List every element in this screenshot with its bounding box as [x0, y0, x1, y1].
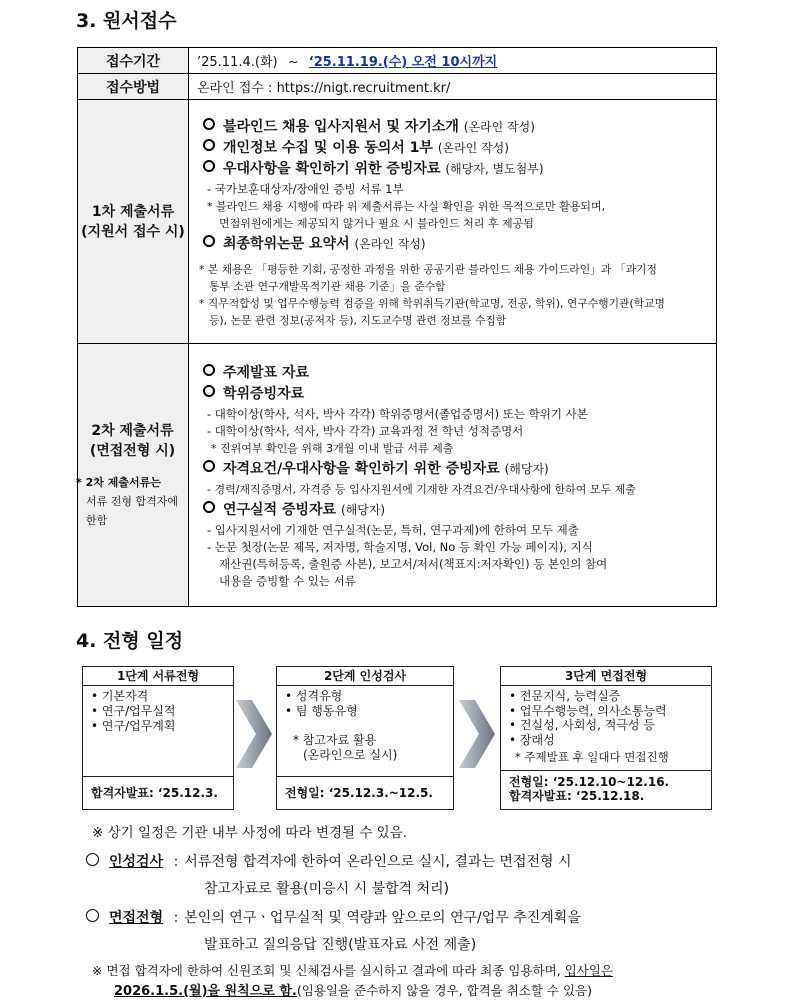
- stage-1-item: • 기본자격: [91, 689, 149, 703]
- arrow-right-icon: [236, 700, 274, 768]
- interview-paragraph: 면접전형 : 본인의 연구ㆍ업무실적 및 역량과 앞으로의 연구/업무 추진계획을 발표하고 질의응답 진행(발표자료 사전 제출): [86, 905, 726, 959]
- first-item-3-dash: - 국가보훈대상자/장애인 증빙 서류 1부: [207, 181, 404, 196]
- first-note-2b: 등), 논문 관련 정보(공저자 등), 지도교수명 관련 정보를 수집함: [209, 313, 507, 327]
- first-item-4: 최종학위논문 요약서 (온라인 작성): [203, 235, 710, 253]
- second-docs-label-1: 2차 제출서류: [91, 422, 174, 439]
- method-label: 접수방법: [78, 74, 189, 100]
- stage-3-box: [500, 666, 712, 810]
- second-item-3: 자격요건/우대사항을 확인하기 위한 증빙자료 (해당자): [203, 460, 710, 478]
- circle-bullet-icon: [203, 139, 215, 151]
- second-docs-label-2: (면접전형 시): [89, 442, 176, 459]
- second-item-4-dash-2b: 재산권(특허등록, 출원증 사본), 보고서/저서(책표지:저자확인) 등 본인의 참여: [219, 556, 608, 571]
- period-tilde: ~: [287, 55, 299, 70]
- stage-2-item: • 팀 행동유형: [285, 704, 358, 718]
- period-label: 접수기간: [78, 48, 189, 74]
- section-3-title: 3. 원서접수: [76, 10, 177, 32]
- second-item-2: 학위증빙자료: [203, 385, 710, 403]
- stage-2-title: 2단계 인성검사: [277, 667, 453, 686]
- first-note-1a: * 본 채용은 「평등한 기회, 공정한 과정을 위한 공공기관 블라인드 채용 가이드라인」과 「과기정: [199, 262, 657, 276]
- second-item-2-dash-2: - 대학이상(학사, 석사, 박사 각각) 교육과정 전 학년 성적증명서: [207, 423, 524, 438]
- stage-1-title: 1단계 서류전형: [83, 667, 233, 686]
- second-docs-cell: [189, 344, 717, 607]
- first-docs-label-2: (지원서 접수 시): [81, 223, 185, 240]
- second-item-1: 주제발표 자료: [203, 364, 710, 382]
- first-item-3: 우대사항을 확인하기 위한 증빙자료 (해당자, 별도첨부): [203, 160, 710, 178]
- second-item-4-dash-1: - 입사지원서에 기재한 연구실적(논문, 특허, 연구과제)에 한하여 모두 제출: [207, 522, 579, 537]
- circle-bullet-icon: [203, 460, 215, 472]
- first-docs-cell: [189, 100, 717, 344]
- circle-bullet-icon: [203, 501, 215, 513]
- stage-2-box: [276, 666, 454, 810]
- stage-3-title: 3단계 면접전형: [501, 667, 711, 686]
- stage-1-item: • 연구/업무계획: [91, 719, 176, 733]
- stage-1-footer: 합격자발표: ‘25.12.3.: [83, 776, 233, 809]
- stage-3-item: • 건실성, 사회성, 적극성 등: [509, 718, 655, 732]
- arrow-right-icon: [459, 700, 497, 768]
- second-item-4-dash-2c: 내용을 증빙할 수 있는 서류: [219, 573, 356, 588]
- first-note-2a: * 직무적합성 및 업무수행능력 검증을 위해 학위취득기관(학교명, 전공, 학위), 연구수행기관(학교명: [199, 296, 665, 310]
- stage-3-item: • 전문지식, 능력실증: [509, 689, 621, 703]
- stage-3-footer-1: 전형일: ‘25.12.10~12.16.: [509, 775, 670, 789]
- stage-3-item: • 장래성: [509, 732, 555, 747]
- second-item-4: 연구실적 증빙자료 (해당자): [203, 501, 710, 519]
- first-item-3-note-1: * 블라인드 채용 시행에 따라 위 제출서류는 사실 확인을 위한 목적으로만 활용되며,: [207, 199, 606, 213]
- circle-bullet-icon: [203, 364, 215, 376]
- final-note: ※ 면접 합격자에 한하여 신원조회 및 신체검사를 실시하고 결과에 따라 최종 임용하며, 입사일은 2026.1.5.(월)을 원칙으로 함.(임용일을 준수하지 않을 경우, 합격을 취소할 수 있음): [92, 963, 614, 999]
- stage-2-note-1: * 참고자료 활용: [293, 733, 377, 747]
- stage-3-note: * 주제발표 후 일대다 면접진행: [515, 750, 669, 764]
- stage-2-item: • 성격유형: [285, 689, 343, 703]
- second-docs-note-1: * 2차 제출서류는: [76, 475, 161, 489]
- stage-2-note-2: (온라인으로 실시): [303, 748, 398, 762]
- circle-bullet-icon: [203, 235, 215, 247]
- second-item-3-dash: - 경력/재직증명서, 자격증 등 입사지원서에 기재한 자격요건/우대사항에 한하여 모두 제출: [207, 482, 636, 496]
- application-table: [77, 47, 717, 607]
- method-value: 온라인 접수 : https://nigt.recruitment.kr/: [189, 74, 717, 100]
- circle-bullet-icon: [203, 118, 215, 130]
- stage-1-box: [82, 666, 234, 810]
- stage-2-footer: 전형일: ‘25.12.3.~12.5.: [277, 776, 453, 809]
- circle-icon: [86, 909, 99, 922]
- second-docs-note-2: 서류 전형 합격자에: [86, 494, 179, 508]
- second-item-4-dash-2a: - 논문 첫장(논문 제목, 저자명, 학술지명, Vol, No 등 확인 가능 페이지), 지식: [207, 539, 593, 554]
- stage-3-item: • 업무수행능력, 의사소통능력: [509, 703, 667, 718]
- stage-3-footer-2: 합격자발표: ‘25.12.18.: [509, 789, 645, 803]
- first-item-3-note-2: 면접위원에게는 제공되지 않거나 필요 시 블라인드 처리 후 제공됨: [219, 216, 534, 230]
- first-item-1: 블라인드 채용 입사지원서 및 자기소개 (온라인 작성): [203, 118, 710, 136]
- second-item-2-dash-1: - 대학이상(학사, 석사, 박사 각각) 학위증명서(졸업증명서) 또는 학위기 사본: [207, 406, 588, 421]
- first-docs-label-1: 1차 제출서류: [91, 203, 175, 220]
- period-end: ‘25.11.19.(수) 오전 10시까지: [308, 55, 498, 70]
- circle-bullet-icon: [203, 160, 215, 172]
- second-docs-note-3: 한함: [86, 513, 108, 527]
- first-item-2: 개인정보 수집 및 이용 동의서 1부 (온라인 작성): [203, 139, 710, 157]
- stage-1-item: • 연구/업무실적: [91, 704, 176, 718]
- section-4-title: 4. 전형 일정: [76, 630, 184, 652]
- second-item-2-note: * 진위여부 확인을 위해 3개월 이내 발급 서류 제출: [211, 441, 454, 455]
- period-start: ’25.11.4.(화): [197, 55, 278, 70]
- personality-paragraph: 인성검사 : 서류전형 합격자에 한하여 온라인으로 실시, 결과는 면접전형 시 참고자료로 활용(미응시 시 불합격 처리): [86, 849, 726, 903]
- circle-icon: [86, 853, 99, 866]
- circle-bullet-icon: [203, 385, 215, 397]
- first-note-1b: 통부 소관 연구개발목적기관 채용 기준」을 준수함: [209, 279, 446, 293]
- schedule-note: ※ 상기 일정은 기관 내부 사정에 따라 변경될 수 있음.: [92, 825, 408, 841]
